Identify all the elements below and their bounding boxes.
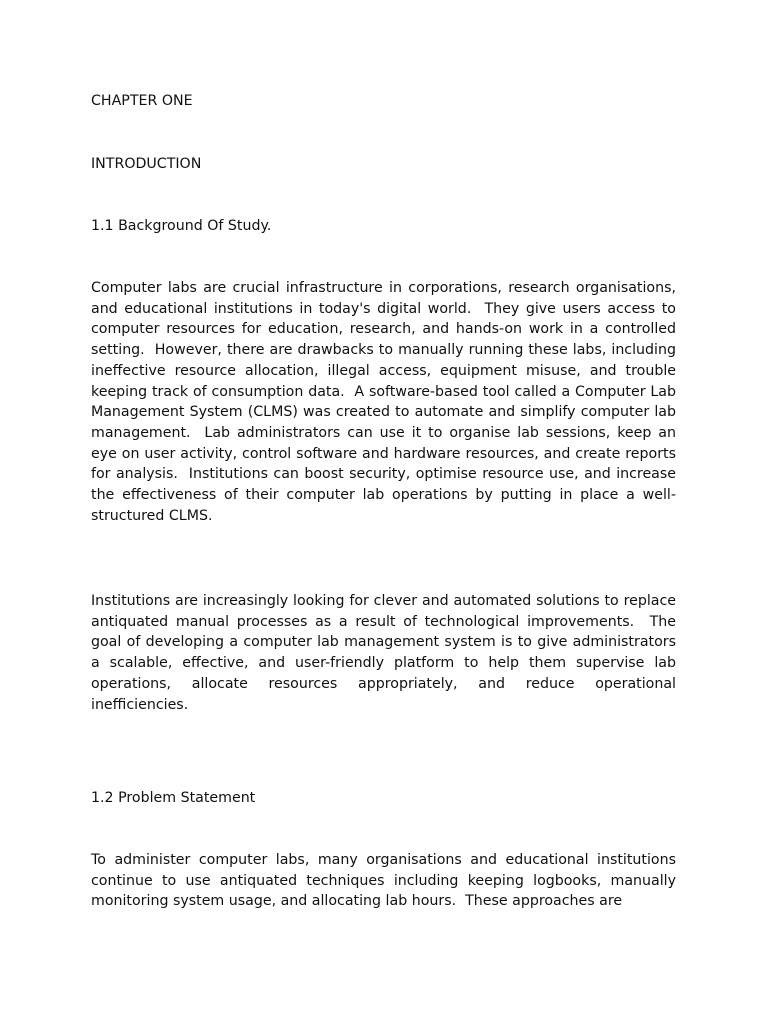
- background-paragraph-1: Computer labs are crucial infrastructure in corporations, research organisations, and educational institutions in today's digital world. They give users access to computer resources for education, research, and hands-on work in a controlled setting. However, there are drawbacks to manually running these labs, including ineffective resource allocation, illegal access, equipment misuse, and trouble keeping track of consumption data. A software-based tool called a Computer Lab Management System (CLMS) was created to automate and simplify computer lab management. Lab administrators can use it to organise lab sessions, keep an eye on user activity, control software and hardware resources, and create reports for analysis. Institutions can boost security, optimise resource use, and increase the effectiveness of their computer lab operations by putting in place a well-structured CLMS.: [91, 280, 681, 524]
- introduction-heading: INTRODUCTION: [91, 156, 202, 172]
- problem-statement-paragraph: To administer computer labs, many organisations and educational institutions continue to use antiquated techniques including keeping logbooks, manually monitoring system usage, and allocating lab hours. These approaches are: [91, 852, 681, 910]
- chapter-heading: CHAPTER ONE: [91, 93, 193, 109]
- section-1-2-heading: 1.2 Problem Statement: [91, 790, 256, 806]
- section-1-1-heading: 1.1 Background Of Study.: [91, 218, 272, 234]
- background-paragraph-2: Institutions are increasingly looking for clever and automated solutions to replace antiquated manual processes as a result of technological improvements. The goal of developing a computer lab management system is to give administrators a scalable, effective, and user-friendly platform to help them supervise lab operations, allocate resources appropriately, and reduce operational inefficiencies.: [91, 593, 681, 713]
